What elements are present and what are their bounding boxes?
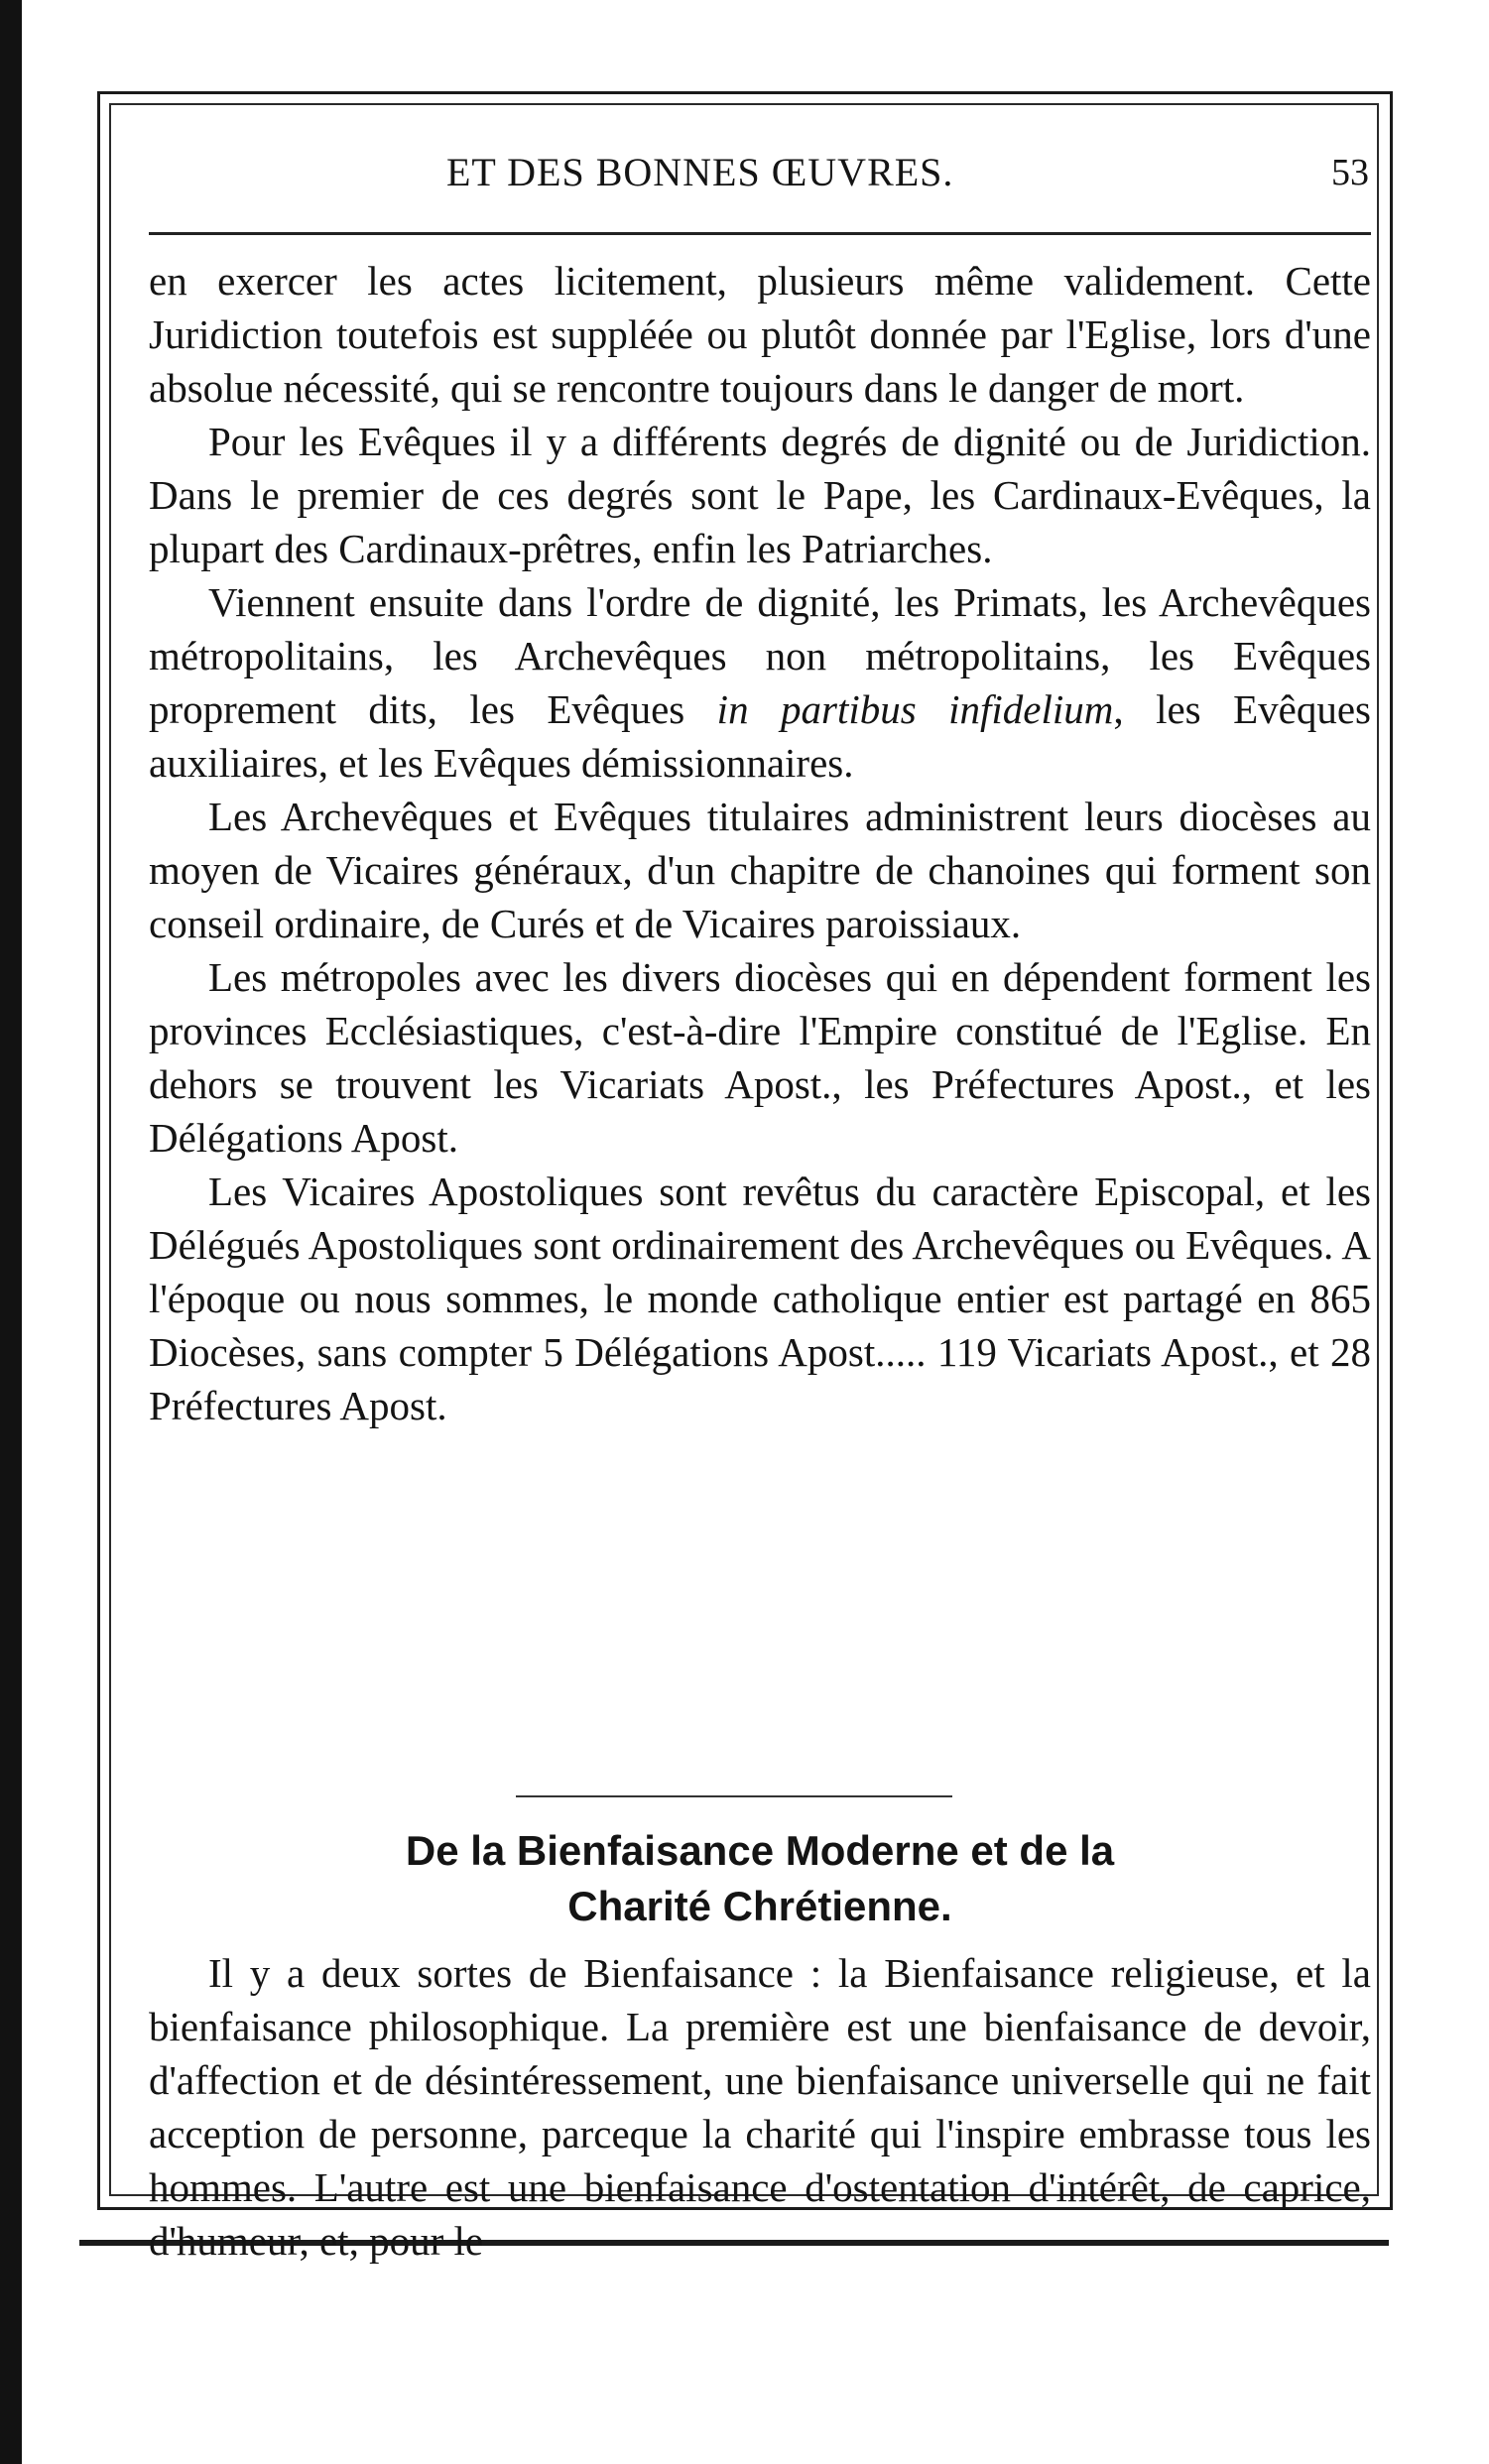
paragraph-text: Les Vicaires Apostoliques sont revêtus du caractère Episcopal, et les Délégués Apostoliques sont ordinairement des Archevêques ou Evêques. A l'époque ou nous sommes, le monde catholique entier est partagé en 865 Diocèses, sans compter 5 Délégations Apost..... 119 Vicariats Apost., et 28 Préfectures Apost.: [149, 1169, 1371, 1428]
paragraph-text: Pour les Evêques il y a différents degrés de dignité ou de Juridiction. Dans le premier de ces degrés sont le Pape, les Cardinaux-Evêques, la plupart des Cardinaux-prêtres, enfin les Patriarches.: [149, 419, 1371, 571]
paragraph-text: Les métropoles avec les divers diocèses qui en dépendent forment les provinces Ecclésiastiques, c'est-à-dire l'Empire constitué de l'Eglise. En dehors se trouvent les Vicariats Apost., les Préfectures Apost., et les Délégations Apost.: [149, 954, 1371, 1161]
main-text: [149, 254, 1371, 1432]
running-head: ET DES BONNES ŒUVRES.: [446, 150, 954, 194]
paragraph: [149, 415, 1371, 575]
paragraph: [149, 790, 1371, 950]
paragraph: [149, 950, 1371, 1165]
page-number: 53: [1331, 152, 1369, 193]
header-rule: [149, 232, 1371, 235]
scan-edge-shadow: [0, 0, 22, 2464]
section-title-line: De la Bienfaisance Moderne et de la: [405, 1827, 1115, 1874]
section-divider: [516, 1795, 952, 1797]
paragraph: [149, 575, 1371, 790]
section-text: [149, 1946, 1371, 2268]
paragraph-text: , les Evêques auxiliaires, et les Evêques démissionnaires.: [149, 686, 1371, 786]
paragraph: [149, 1946, 1371, 2268]
paragraph: [149, 1165, 1371, 1432]
paragraph-text: Il y a deux sortes de Bienfaisance : la Bienfaisance religieuse, et la bienfaisance philosophique. La première est une bienfaisance de devoir, d'affection et de désintéressement, une bienfaisance universelle qui ne fait acception de personne, parceque la charité qui l'inspire embrasse tous les hommes. L'autre est une bienfaisance d'ostentation d'intérêt, de caprice, d'humeur, et, pour le: [149, 1950, 1371, 2264]
section-title-line: Charité Chrétienne.: [567, 1883, 952, 1929]
page-header: [149, 129, 1369, 208]
paragraph-text: Viennent ensuite dans l'ordre de dignité, les Primats, les Archevêques métropolitains, les Archevêques non métropolitains, les Evêques proprement dits, les Evêques: [149, 579, 1371, 732]
paragraph-text: en exercer les actes licitement, plusieurs même validement. Cette Juridiction toutefois est suppléée ou plutôt donnée par l'Eglise, lors d'une absolue nécessité, qui se rencontre toujours dans le danger de mort.: [149, 258, 1371, 411]
paragraph-text: Les Archevêques et Evêques titulaires administrent leurs diocèses au moyen de Vicaires généraux, d'un chapitre de chanoines qui forment son conseil ordinaire, de Curés et de Vicaires paroissiaux.: [149, 794, 1371, 946]
paragraph: [149, 254, 1371, 415]
italic-phrase: in partibus infidelium: [716, 686, 1114, 732]
section-title: [149, 1823, 1371, 1934]
